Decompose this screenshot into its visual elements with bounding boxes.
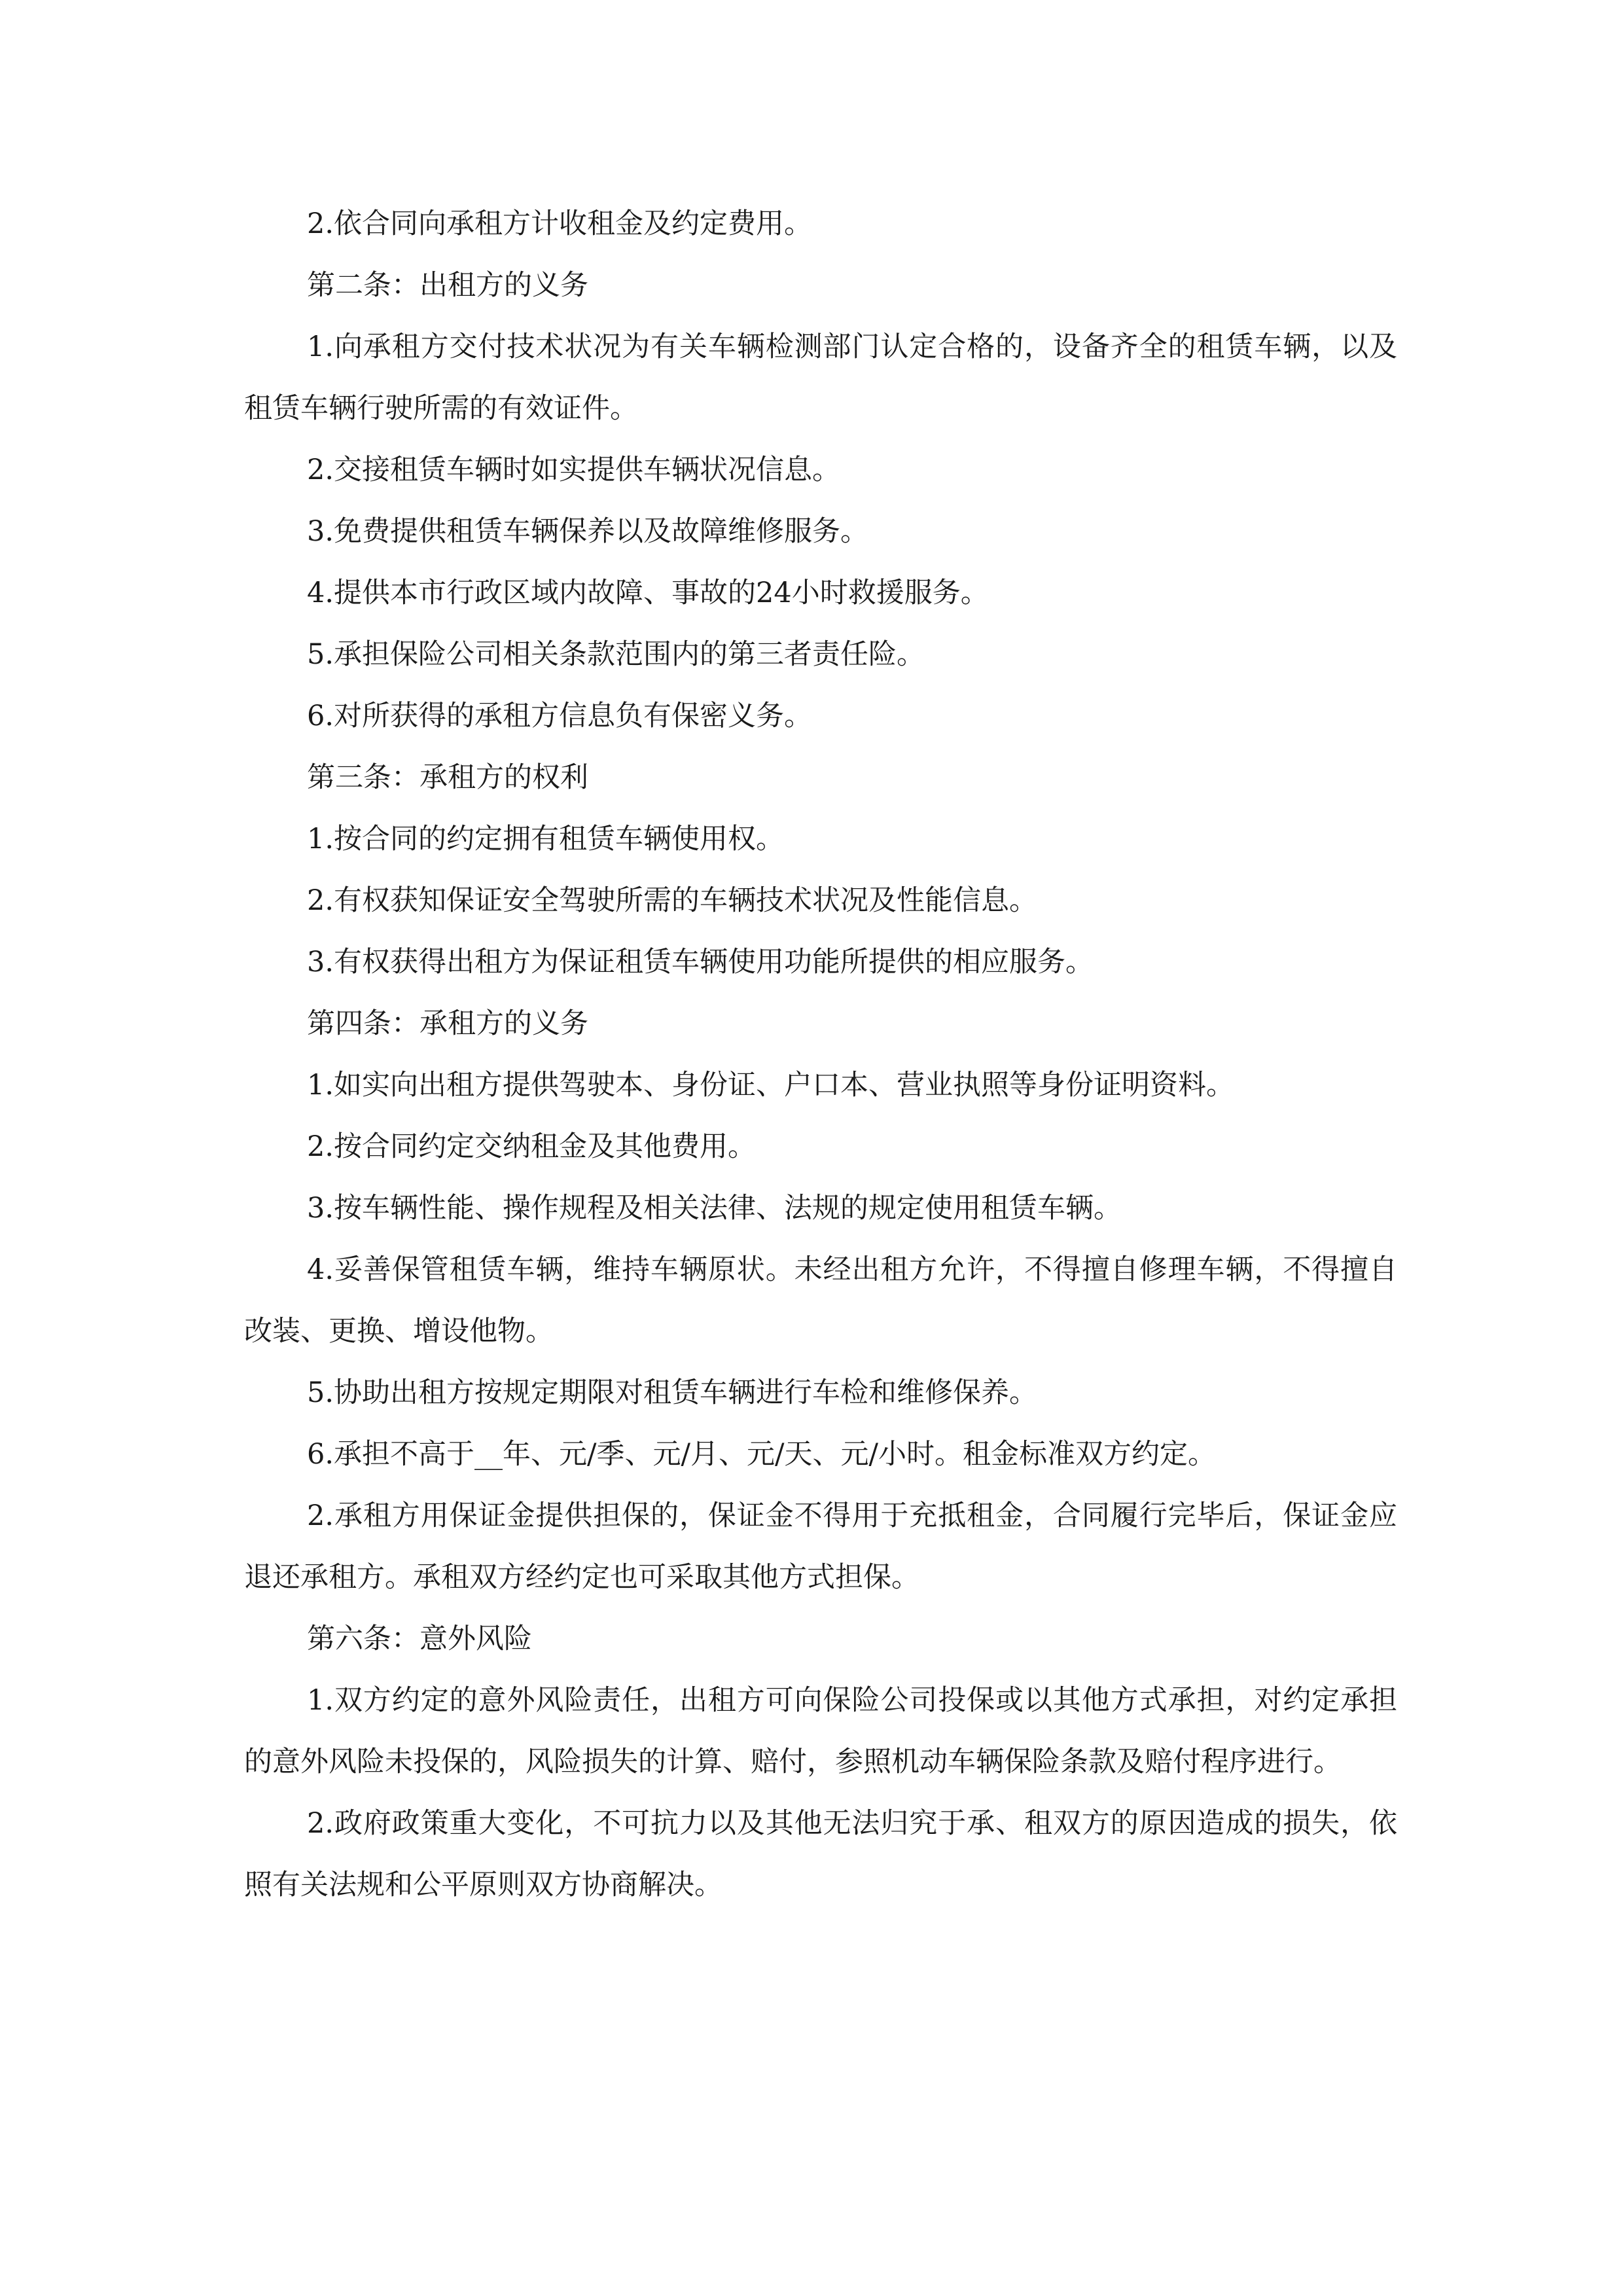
section-heading: 第二条：出租方的义务 <box>307 269 588 302</box>
paragraph: 5.承担保险公司相关条款范围内的第三者责任险。 <box>307 638 925 671</box>
paragraph: 2.依合同向承租方计收租金及约定费用。 <box>307 207 813 240</box>
paragraph: 2.有权获知保证安全驾驶所需的车辆技术状况及性能信息。 <box>307 884 1038 917</box>
paragraph: 3.免费提供租赁车辆保养以及故障维修服务。 <box>307 515 869 548</box>
paragraph: 2.按合同约定交纳租金及其他费用。 <box>307 1130 757 1163</box>
document-body <box>244 193 1397 1916</box>
paragraph: 6.对所获得的承租方信息负有保密义务。 <box>307 700 813 732</box>
paragraph: 3.有权获得出租方为保证租赁车辆使用功能所提供的相应服务。 <box>307 946 1094 978</box>
paragraph: 1.向承租方交付技术状况为有关车辆检测部门认定合格的，设备齐全的租赁车辆，以及租赁车辆行驶所需的有效证件。 <box>244 331 1397 425</box>
paragraph: 4.妥善保管租赁车辆，维持车辆原状。未经出租方允许，不得擅自修理车辆，不得擅自改装、更换、增设他物。 <box>244 1253 1397 1348</box>
paragraph: 1.如实向出租方提供驾驶本、身份证、户口本、营业执照等身份证明资料。 <box>307 1069 1235 1102</box>
paragraph: 1.按合同的约定拥有租赁车辆使用权。 <box>307 823 785 855</box>
paragraph: 2.交接租赁车辆时如实提供车辆状况信息。 <box>307 454 841 486</box>
section-heading: 第四条：承租方的义务 <box>307 1007 588 1040</box>
paragraph: 2.政府政策重大变化，不可抗力以及其他无法归究于承、租双方的原因造成的损失，依照有关法规和公平原则双方协商解决。 <box>244 1807 1397 1901</box>
paragraph: 4.提供本市行政区域内故障、事故的24小时救援服务。 <box>307 577 989 609</box>
paragraph: 5.协助出租方按规定期限对租赁车辆进行车检和维修保养。 <box>307 1376 1038 1409</box>
paragraph: 6.承担不高于__年、元/季、元/月、元/天、元/小时。租金标准双方约定。 <box>307 1438 1216 1471</box>
paragraph: 2.承租方用保证金提供担保的，保证金不得用于充抵租金，合同履行完毕后，保证金应退还承租方。承租双方经约定也可采取其他方式担保。 <box>244 1499 1397 1594</box>
section-heading: 第三条：承租方的权利 <box>307 761 588 794</box>
paragraph: 1.双方约定的意外风险责任，出租方可向保险公司投保或以其他方式承担，对约定承担的意外风险未投保的，风险损失的计算、赔付，参照机动车辆保险条款及赔付程序进行。 <box>244 1684 1397 1778</box>
section-heading: 第六条：意外风险 <box>307 1623 532 1655</box>
paragraph: 3.按车辆性能、操作规程及相关法律、法规的规定使用租赁车辆。 <box>307 1192 1122 1225</box>
